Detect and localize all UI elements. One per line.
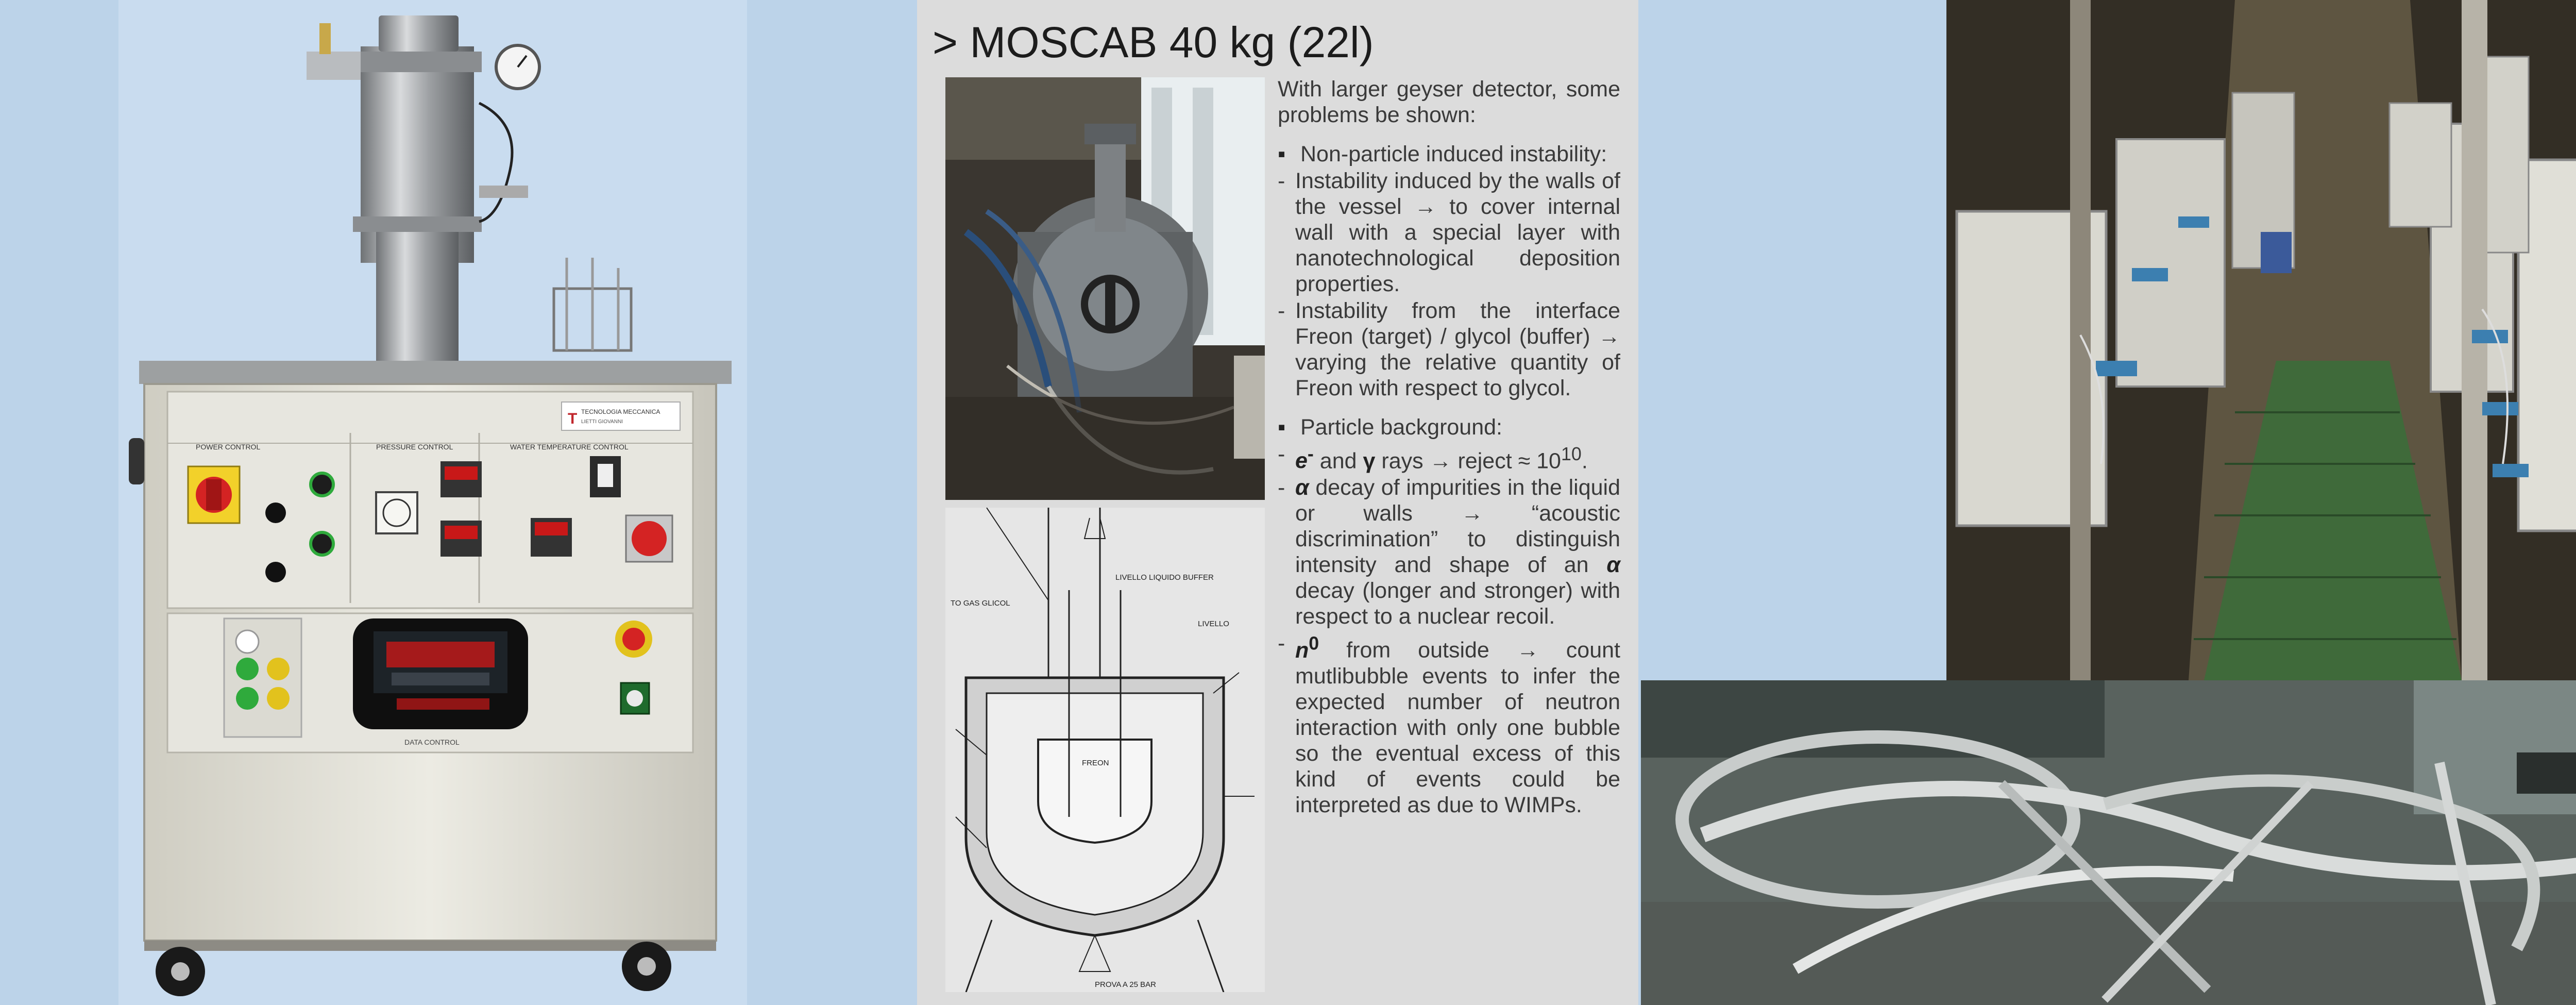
neutron-text: from outside → count mutlibubble events to infer the expected number of neutron interaction with only one bubble so the eventual excess of this kind of events could be interpreted as due to WIMPs. (1295, 638, 1620, 817)
electron-gamma-text: rays → reject ≈ 10 (1375, 448, 1561, 474)
gas-label: TO GAS GLICOL (951, 599, 1010, 608)
detector-photo (945, 77, 1265, 500)
green-button-icon (236, 687, 259, 710)
freon-label: FREON (1082, 759, 1109, 767)
machine-illustration (118, 0, 747, 1005)
green-button-icon (236, 658, 259, 680)
electron-end: . (1581, 448, 1588, 474)
alpha-item: - α decay of impurities in the liquid or walls → “acoustic discrimination” to distinguish intensity and shape of an α decay (longer and stronger) with respect to a nuclear recoil. (1278, 475, 1620, 629)
brand-plate (562, 402, 680, 430)
alpha-symbol: α (1295, 475, 1309, 500)
white-button-icon (236, 630, 259, 653)
rack-cabinet (2116, 139, 2225, 387)
alpha-symbol-2: α (1606, 552, 1620, 578)
pressure-control-label: PRESSURE CONTROL (376, 443, 453, 451)
cabinet-top (139, 361, 732, 384)
instability-walls: - Instability induced by the walls of the vessel → to cover internal wall with a special layer with nanotechnological deposition properties. (1278, 169, 1620, 296)
instability-interface-text: Instability from the interface Freon (target) / glycol (buffer) → varying the relative quantity of Freon with respect to glycol. (1295, 298, 1620, 400)
stop-icon (632, 521, 667, 556)
button-panel (224, 618, 301, 737)
gamma-symbol: γ (1363, 448, 1376, 474)
power-control-label: POWER CONTROL (196, 443, 261, 451)
alpha-text-a: decay of impurities in the liquid or walls → “acoustic discrimination” to distinguish intensity and shape of an (1295, 475, 1620, 578)
electronics-rack-photo (1946, 0, 2576, 680)
neutron-item: - $n^0$ from outside → count mutlibubble events to infer the expected number of neutron interaction with only one bubble so the eventual excess of this kind of events could be interpreted as due to WIMPs. (1278, 631, 1620, 817)
slide (917, 0, 1638, 1005)
buffer-label: LIVELLO LIQUIDO BUFFER (1115, 573, 1214, 582)
yellow-button-icon (267, 658, 290, 680)
level-label: LIVELLO (1198, 619, 1229, 628)
electron-sup: - (1307, 444, 1314, 464)
machine-photo (118, 0, 747, 1005)
instability-walls-text: Instability induced by the walls of the vessel → to cover internal wall with a special layer with nanotechnological deposition properties. (1295, 169, 1620, 296)
electron-gamma-item: - e- and γ rays → reject ≈ $10^{10}$. (1278, 442, 1588, 474)
electron-mid: and (1313, 448, 1363, 474)
display-label: DATA CONTROL (404, 738, 460, 746)
metal-parts-photo (1641, 680, 2576, 1005)
green-lamp-icon (311, 473, 333, 496)
section2-heading: ▪ Particle background: (1278, 414, 1620, 440)
bottom-label: PROVA A 25 BAR (1095, 980, 1156, 989)
brand-name: TECNOLOGIA MECCANICA (581, 408, 660, 415)
electron-symbol: e (1295, 448, 1308, 474)
timer-dial (376, 492, 417, 533)
section1-heading: ▪ Non-particle induced instability: (1278, 141, 1620, 167)
yellow-button-icon (267, 687, 290, 710)
instability-interface: - Instability from the interface Freon (target) / glycol (buffer) → varying the relative quantity of Freon with respect to glycol. (1278, 298, 1620, 400)
brand-owner: LIETTI GIOVANNI (581, 419, 623, 425)
vessel-drawing (945, 508, 1265, 992)
rack-cabinet (2389, 103, 2451, 227)
brand-logo-icon: T (568, 410, 578, 427)
black-button-icon (265, 562, 286, 582)
vessel-lid (379, 15, 459, 52)
slide-body (1278, 76, 1620, 818)
green-lamp-icon (311, 532, 333, 555)
slide-title: > MOSCAB 40 kg (22l) (933, 18, 1374, 66)
neutron-sup: 0 (1309, 633, 1319, 654)
vessel-base (376, 232, 459, 361)
black-button-icon (265, 502, 286, 523)
alpha-text-b: decay (longer and stronger) with respect to a nuclear recoil. (1295, 578, 1620, 629)
temperature-control-label: WATER TEMPERATURE CONTROL (510, 443, 629, 451)
neutron-symbol: n (1295, 638, 1309, 663)
intro-text: With larger geyser detector, some problems be shown: (1278, 77, 1620, 127)
reject-exponent: 10 (1561, 444, 1582, 464)
inner-vessel-icon (1038, 740, 1151, 843)
